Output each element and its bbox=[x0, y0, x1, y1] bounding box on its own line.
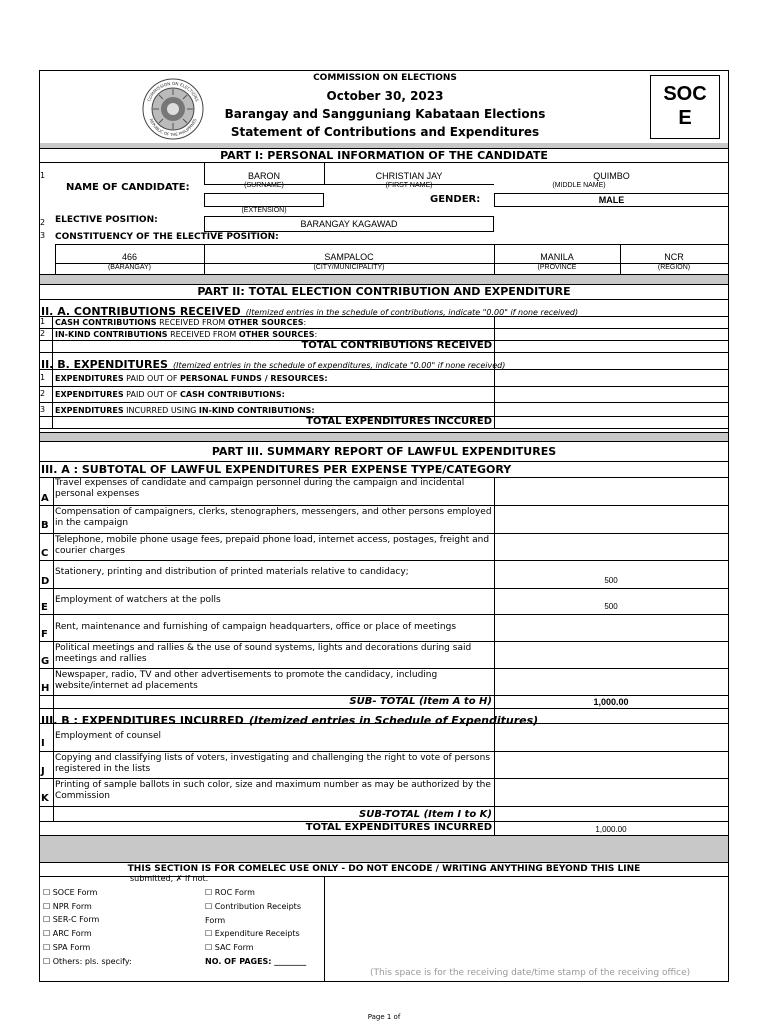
comelec-seal bbox=[142, 78, 204, 140]
position-label: ELECTIVE POSITION: bbox=[55, 215, 158, 225]
item-b-text: Compensation of campaigners, clerks, stenographers, messengers, and other persons employed in the campaign bbox=[55, 507, 492, 528]
arc-checkbox[interactable]: ☐ ARC Form bbox=[43, 929, 92, 938]
region-caption: (REGION) bbox=[657, 264, 691, 271]
item-d-value[interactable]: 500 bbox=[604, 576, 618, 585]
first-name-caption: (FIRST NAME) bbox=[385, 182, 433, 189]
gender-value: MALE bbox=[598, 195, 625, 205]
form-code: SOC E bbox=[663, 83, 707, 129]
expenditures-header: II. B. EXPENDITURES (Itemized entries in the schedule of expenditures, indicate "0.00" if none received) bbox=[41, 358, 506, 371]
commission-title: COMMISSION ON ELECTIONS bbox=[313, 73, 457, 83]
subtotal-a-label: SUB- TOTAL (Item A to H) bbox=[349, 696, 492, 707]
position-value: BARANGAY KAGAWAD bbox=[300, 219, 398, 229]
item-j-text: Copying and classifying lists of voters, investigating and challenging the right to vote of persons registered in the lists bbox=[55, 753, 491, 774]
name-label: NAME OF CANDIDATE: bbox=[66, 182, 190, 193]
serc-checkbox[interactable]: ☐ SER-C Form bbox=[43, 915, 100, 924]
province-value[interactable]: MANILA bbox=[540, 252, 574, 262]
divider-bar bbox=[40, 836, 728, 862]
item-a-text: Travel expenses of candidate and campaign personnel during the campaign and incidental personal expenses bbox=[55, 478, 465, 499]
divider-bar bbox=[40, 432, 728, 442]
subtotal-a-value[interactable]: 1,000.00 bbox=[593, 697, 629, 707]
pages-count-field[interactable]: NO. OF PAGES: ________ bbox=[205, 957, 307, 966]
item-d-text: Stationery, printing and distribution of printed materials relative to candidacy; bbox=[55, 567, 409, 577]
row-number: 2 bbox=[40, 218, 46, 227]
stamp-space-note: (This space is for the receiving date/time stamp of the receiving office) bbox=[370, 968, 691, 978]
row-number: 3 bbox=[40, 405, 46, 414]
item-g-text: Political meetings and rallies & the use of sound systems, lights and decorations during said meetings and rallies bbox=[55, 643, 472, 664]
form-title: Statement of Contributions and Expenditures bbox=[230, 125, 540, 139]
cash-contributions-label: CASH CONTRIBUTIONS RECEIVED FROM OTHER SOURCES: bbox=[55, 318, 307, 327]
item-letter: C bbox=[41, 548, 49, 559]
submitted-note: submitted, ✗ if not. bbox=[130, 874, 209, 883]
comelec-use-title: THIS SECTION IS FOR COMELEC USE ONLY - DO NOT ENCODE / WRITING ANYTHING BEYOND THIS LINE bbox=[127, 864, 641, 874]
roc-checkbox[interactable]: ☐ ROC Form bbox=[205, 888, 255, 897]
surname-caption: (SURNAME) bbox=[244, 182, 284, 189]
item-letter: G bbox=[41, 656, 50, 667]
first-name-value[interactable]: CHRISTIAN JAY bbox=[375, 171, 443, 181]
seal-text-bottom: REPUBLIC OF THE PHILIPPINES bbox=[148, 117, 198, 138]
constituency-label: CONSTITUENCY OF THE ELECTIVE POSITION: bbox=[55, 232, 279, 242]
spa-checkbox[interactable]: ☐ SPA Form bbox=[43, 943, 91, 952]
city-caption: (CITY/MUNICIPALITY) bbox=[313, 264, 385, 271]
contribution-form-label: Form bbox=[205, 916, 226, 925]
gender-label: GENDER: bbox=[430, 194, 481, 205]
item-letter: E bbox=[41, 602, 48, 613]
item-letter: K bbox=[41, 793, 49, 804]
total-contributions-label: TOTAL CONTRIBUTIONS RECEIVED bbox=[301, 340, 492, 351]
item-letter: I bbox=[41, 738, 45, 749]
region-value[interactable]: NCR bbox=[664, 252, 684, 262]
expenditures-incurred-header: III. B : EXPENDITURES INCURRED (Itemized entries in Schedule of Expenditures) bbox=[41, 714, 539, 727]
item-k-text: Printing of sample ballots in such color, size and maximum number as may be authorized by the Commission bbox=[55, 780, 491, 801]
part1-title: PART I: PERSONAL INFORMATION OF THE CANDIDATE bbox=[220, 149, 548, 162]
item-letter: J bbox=[41, 766, 45, 777]
barangay-value[interactable]: 466 bbox=[121, 252, 138, 262]
election-date: October 30, 2023 bbox=[326, 89, 444, 103]
extension-caption: (EXTENSION) bbox=[241, 207, 287, 214]
npr-checkbox[interactable]: ☐ NPR Form bbox=[43, 902, 92, 911]
election-name: Barangay and Sangguniang Kabataan Elections bbox=[224, 107, 546, 121]
item-e-value[interactable]: 500 bbox=[604, 602, 618, 611]
row-number: 1 bbox=[40, 317, 46, 326]
item-h-text: Newspaper, radio, TV and other advertisements to promote the candidacy, including website/internet ad placements bbox=[55, 670, 438, 691]
contribution-receipts-checkbox[interactable]: ☐ Contribution Receipts bbox=[205, 902, 301, 911]
item-e-text: Employment of watchers at the polls bbox=[55, 595, 221, 605]
item-letter: A bbox=[41, 493, 49, 504]
total-incurred-label: TOTAL EXPENDITURES INCURRED bbox=[305, 822, 492, 833]
socef-checkbox[interactable]: ☐ SOCE Form bbox=[43, 888, 98, 897]
exp-personal-label: EXPENDITURES PAID OUT OF PERSONAL FUNDS / RESOURCES: bbox=[55, 374, 328, 383]
part2-title: PART II: TOTAL ELECTION CONTRIBUTION AND EXPENDITURE bbox=[197, 285, 571, 298]
subtotal-a-header: III. A : SUBTOTAL OF LAWFUL EXPENDITURES PER EXPENSE TYPE/CATEGORY bbox=[41, 463, 512, 476]
row-number: 2 bbox=[40, 329, 46, 338]
total-incurred-value[interactable]: 1,000.00 bbox=[595, 825, 627, 834]
sac-checkbox[interactable]: ☐ SAC Form bbox=[205, 943, 254, 952]
item-c-text: Telephone, mobile phone usage fees, prepaid phone load, internet access, postages, freight and courier charges bbox=[55, 535, 490, 556]
expenditure-receipts-checkbox[interactable]: ☐ Expenditure Receipts bbox=[205, 929, 300, 938]
exp-inkind-label: EXPENDITURES INCURRED USING IN-KIND CONTRIBUTIONS: bbox=[55, 406, 315, 415]
surname-value[interactable]: BARON bbox=[247, 171, 280, 181]
row-number: 1 bbox=[40, 171, 46, 180]
seal-text-top: COMMISSION ON ELECTIONS bbox=[146, 80, 200, 103]
province-caption: (PROVINCE bbox=[537, 264, 577, 271]
total-expenditures-label: TOTAL EXPENDITURES INCCURED bbox=[306, 416, 492, 427]
inkind-contributions-label: IN-KIND CONTRIBUTIONS RECEIVED FROM OTHER SOURCES: bbox=[55, 330, 318, 339]
extension-input[interactable] bbox=[204, 193, 324, 207]
barangay-caption: (BARANGAY) bbox=[107, 264, 152, 271]
row-number: 1 bbox=[40, 373, 46, 382]
middle-name-caption: (MIDDLE NAME) bbox=[552, 182, 606, 189]
divider-bar bbox=[40, 274, 728, 285]
item-letter: H bbox=[41, 683, 50, 694]
page-number: Page 1 of bbox=[367, 1013, 401, 1021]
item-f-text: Rent, maintenance and furnishing of campaign headquarters, office or place of meetings bbox=[55, 622, 457, 632]
city-value[interactable]: SAMPALOC bbox=[324, 252, 374, 262]
part3-title: PART III. SUMMARY REPORT OF LAWFUL EXPENDITURES bbox=[211, 445, 557, 458]
others-checkbox[interactable]: ☐ Others: pls. specify: bbox=[43, 957, 132, 966]
exp-cash-label: EXPENDITURES PAID OUT OF CASH CONTRIBUTIONS: bbox=[55, 390, 285, 399]
item-letter: F bbox=[41, 629, 48, 640]
item-letter: B bbox=[41, 520, 49, 531]
subtotal-b-label: SUB-TOTAL (Item I to K) bbox=[359, 809, 492, 820]
middle-name-value[interactable]: QUIMBO bbox=[593, 171, 630, 181]
item-i-text: Employment of counsel bbox=[55, 731, 162, 741]
item-letter: D bbox=[41, 576, 50, 587]
row-number: 3 bbox=[40, 231, 46, 240]
contributions-header: II. A. CONTRIBUTIONS RECEIVED (Itemized entries in the schedule of contributions, indicate "0.00" if none received) bbox=[41, 305, 579, 318]
row-number: 2 bbox=[40, 389, 46, 398]
